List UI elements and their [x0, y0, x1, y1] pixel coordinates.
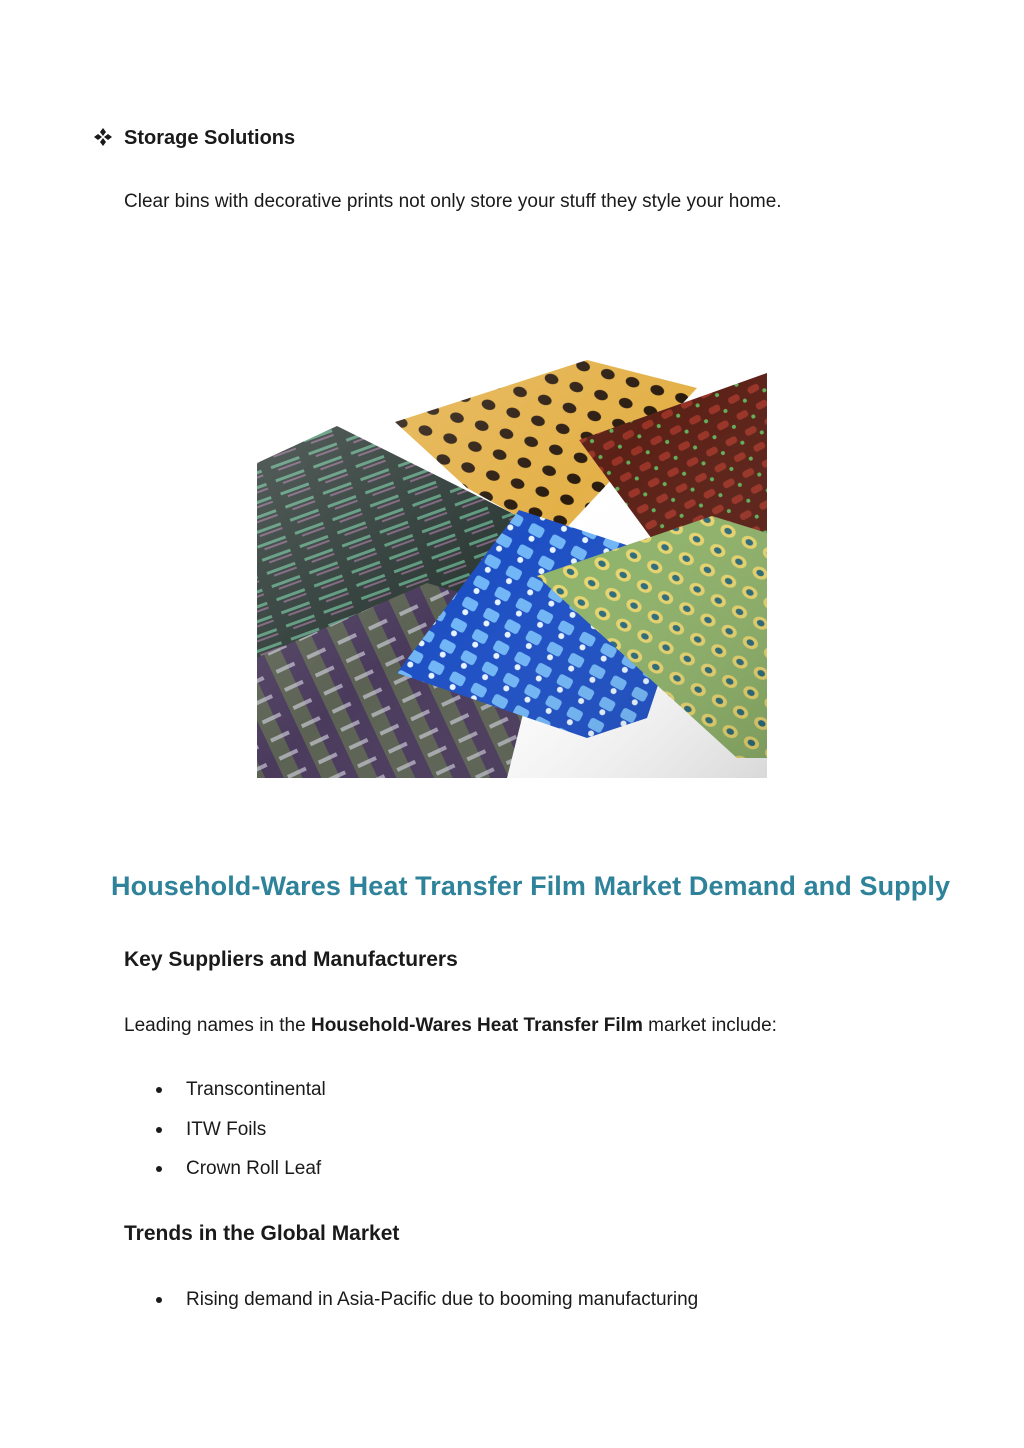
intro-bold-product: Household-Wares Heat Transfer Film — [310, 1015, 643, 1036]
trends-heading: Trends in the Global Market — [124, 1222, 400, 1245]
suppliers-heading: Key Suppliers and Manufacturers — [124, 948, 458, 971]
diamond-bullet-icon — [93, 126, 113, 148]
bullet-dot-icon — [156, 1087, 162, 1093]
list-item — [124, 1288, 698, 1328]
heat-transfer-film-image — [257, 318, 767, 833]
intro-prefix: Leading names in the — [124, 1015, 311, 1036]
supplier-name: Transcontinental — [186, 1079, 326, 1100]
list-item — [124, 1157, 326, 1197]
list-item — [124, 1118, 326, 1158]
bullet-dot-icon — [156, 1297, 162, 1303]
holographic-film-sheets-illustration — [257, 318, 767, 833]
bullet-dot-icon — [156, 1166, 162, 1172]
intro-suffix: market include: — [642, 1015, 777, 1036]
storage-solutions-text: Clear bins with decorative prints not only store your stuff they style your home. — [124, 191, 782, 212]
bullet-dot-icon — [156, 1127, 162, 1133]
supplier-name: Crown Roll Leaf — [186, 1158, 322, 1179]
storage-solutions-heading: Storage Solutions — [124, 127, 296, 149]
suppliers-list — [124, 1078, 326, 1197]
section-title: Household-Wares Heat Transfer Film Market Demand and Supply — [111, 871, 951, 901]
suppliers-intro — [124, 1014, 777, 1038]
trend-text: Rising demand in Asia-Pacific due to booming manufacturing — [186, 1289, 699, 1310]
trends-list — [124, 1288, 698, 1328]
list-item — [124, 1078, 326, 1118]
supplier-name: ITW Foils — [186, 1118, 267, 1140]
